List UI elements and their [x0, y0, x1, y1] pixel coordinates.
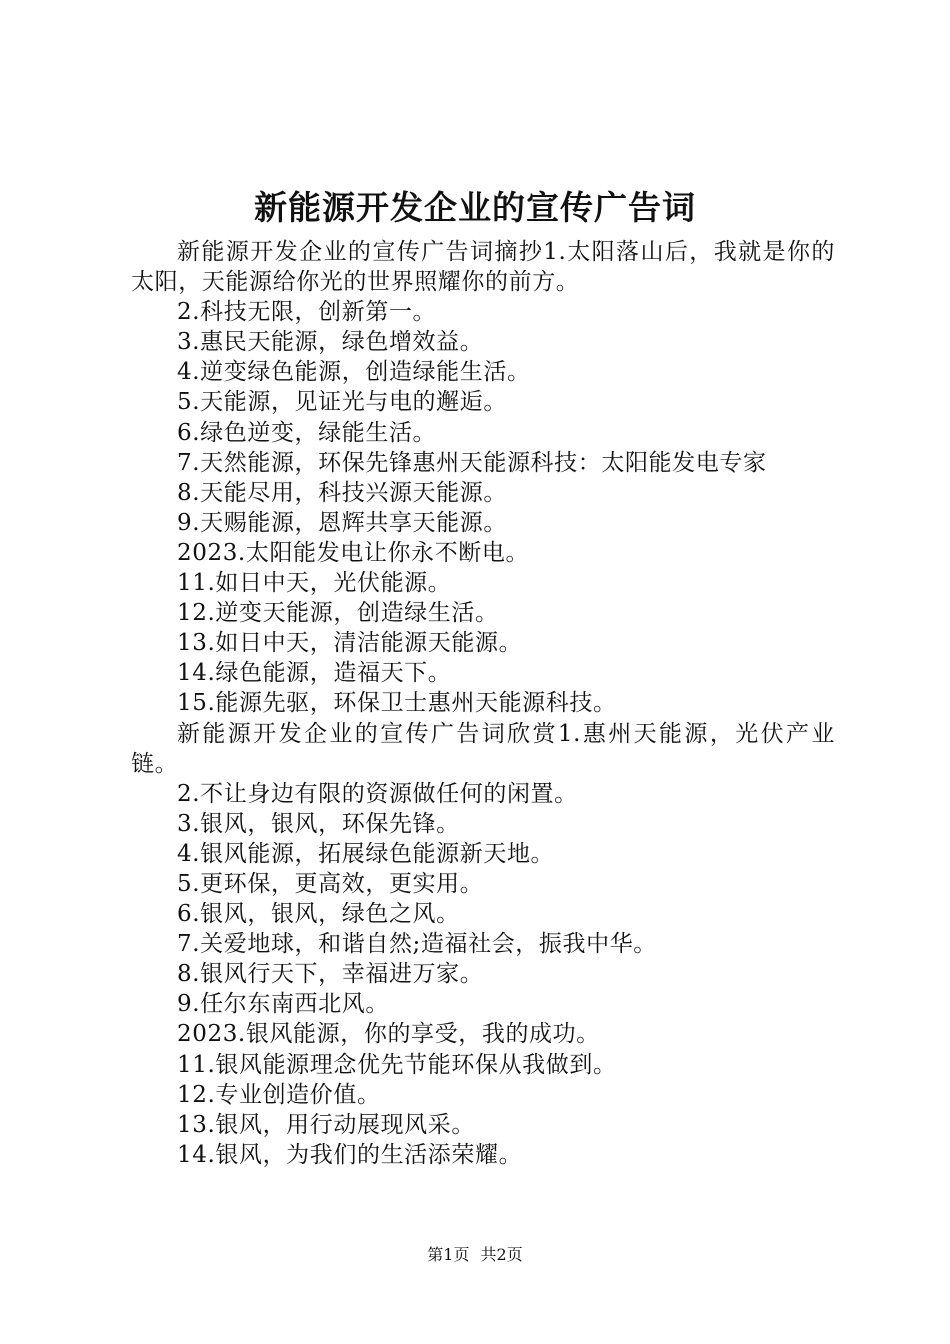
list-item: 8.银风行天下，幸福进万家。	[177, 961, 484, 988]
list-item: 5.天能源，见证光与电的邂逅。	[177, 389, 507, 416]
list-item: 11.如日中天，光伏能源。	[177, 570, 452, 597]
list-item: 8.天能尽用，科技兴源天能源。	[177, 479, 507, 506]
section2-list	[131, 779, 835, 1170]
list-item: 12.逆变天能源，创造绿生活。	[177, 600, 499, 627]
list-item: 7.关爱地球，和谐自然;造福社会，振我中华。	[177, 931, 657, 958]
list-item: 3.惠民天能源，绿色增效益。	[177, 329, 484, 356]
section2-intro: 新能源开发企业的宣传广告词欣赏1.惠州天能源，光伏产业链。	[131, 720, 835, 777]
list-item: 3.银风，银风，环保先锋。	[177, 810, 460, 837]
list-item: 4.逆变绿色能源，创造绿能生活。	[177, 359, 531, 386]
list-item: 2023.太阳能发电让你永不断电。	[177, 539, 530, 566]
list-item: 9.任尔东南西北风。	[177, 991, 389, 1018]
list-item: 14.银风，为我们的生活添荣耀。	[177, 1141, 523, 1168]
list-item: 6.绿色逆变，绿能生活。	[177, 419, 437, 446]
section1-intro: 新能源开发企业的宣传广告词摘抄1.太阳落山后，我就是你的太阳，天能源给你光的世界照耀你的前方。	[131, 239, 835, 296]
document-title: 新能源开发企业的宣传广告词	[254, 188, 696, 227]
document-body	[131, 237, 835, 1170]
page-footer	[0, 1243, 950, 1267]
list-item: 13.如日中天，清洁能源天能源。	[177, 630, 523, 657]
list-item: 13.银风，用行动展现风采。	[177, 1111, 475, 1138]
list-item: 2.科技无限，创新第一。	[177, 299, 437, 326]
page-total: 共2页	[480, 1245, 523, 1264]
list-item: 7.天然能源，环保先锋惠州天能源科技：太阳能发电专家	[177, 449, 767, 476]
list-item: 2023.银风能源，你的享受，我的成功。	[177, 1021, 600, 1048]
list-item: 9.天赐能源，恩辉共享天能源。	[177, 509, 507, 536]
page-number: 第1页	[427, 1245, 470, 1264]
list-item: 5.更环保，更高效，更实用。	[177, 870, 484, 897]
list-item: 15.能源先驱，环保卫士惠州天能源科技。	[177, 690, 617, 717]
list-item: 11.银风能源理念优先节能环保从我做到。	[177, 1051, 617, 1078]
list-item: 4.银风能源，拓展绿色能源新天地。	[177, 840, 555, 867]
list-item: 6.银风，银风，绿色之风。	[177, 901, 460, 928]
section1-list	[131, 297, 835, 718]
list-item: 12.专业创造价值。	[177, 1081, 381, 1108]
list-item: 2.不让身边有限的资源做任何的闲置。	[177, 780, 578, 807]
list-item: 14.绿色能源，造福天下。	[177, 660, 452, 687]
